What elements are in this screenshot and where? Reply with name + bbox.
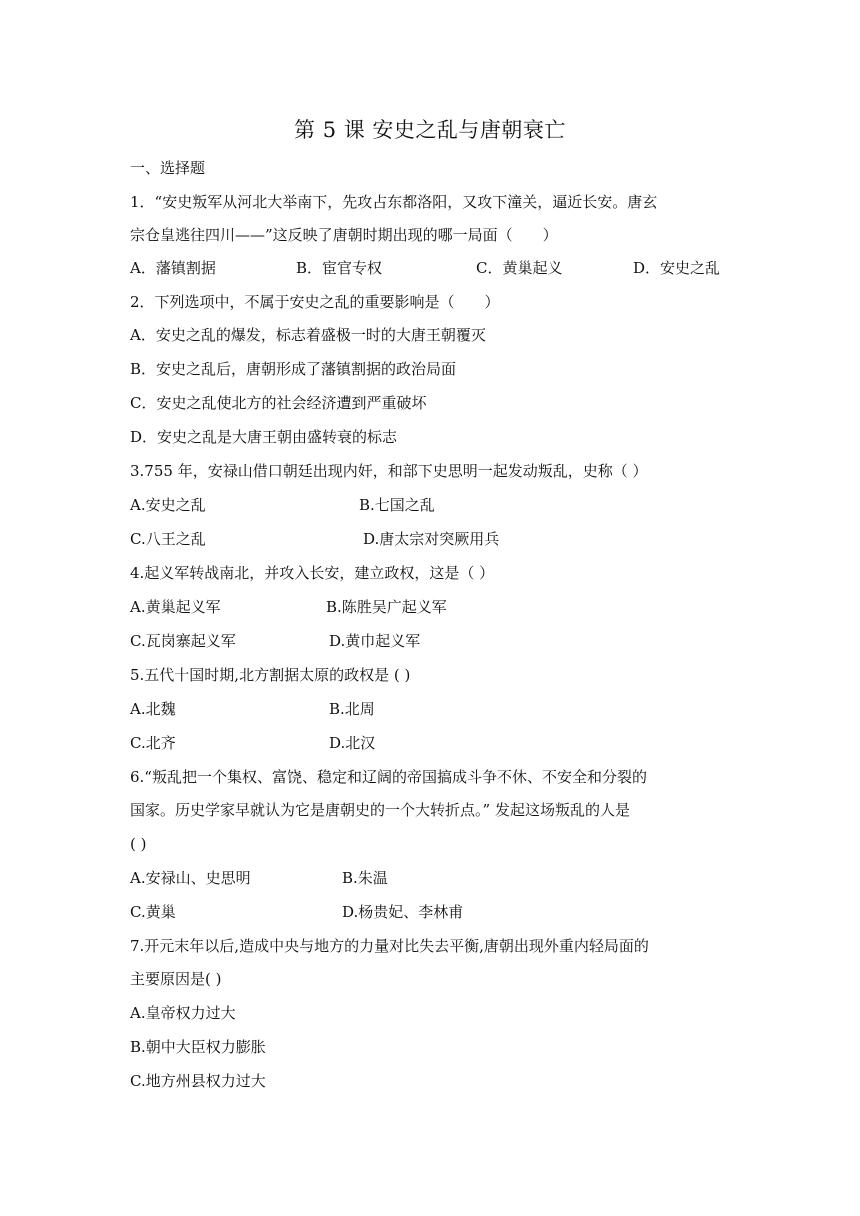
question-7-stem-line1: 7.开元末年以后,造成中央与地方的力量对比失去平衡,唐朝出现外重内轻局面的 [130, 937, 649, 955]
question-3-option-d: D.唐太宗对突厥用兵 [363, 530, 500, 548]
question-2-stem: 2．下列选项中，不属于安史之乱的重要影响是（ ） [130, 293, 500, 311]
section-heading: 一、选择题 [130, 159, 206, 177]
question-7-option-a: A.皇帝权力过大 [130, 1004, 236, 1022]
question-6-options-row2 [130, 902, 730, 922]
question-4-option-a: A.黄巢起义军 [130, 598, 221, 616]
question-5-options-row1 [130, 699, 730, 719]
question-1-stem-line2: 宗仓皇逃往四川——”这反映了唐朝时期出现的哪一局面（ ） [130, 226, 558, 244]
question-5-option-c: C.北齐 [130, 734, 176, 752]
question-7-stem-line2: 主要原因是( ) [130, 970, 222, 988]
question-6-stem-line3: ( ) [130, 835, 147, 853]
question-2-option-b: B．安史之乱后，唐朝形成了藩镇割据的政治局面 [130, 360, 457, 378]
question-3-options-row2 [130, 529, 730, 549]
question-3-stem: 3.755 年，安禄山借口朝廷出现内奸，和部下史思明一起发动叛乱，史称（ ） [130, 462, 648, 480]
question-4-options-row2 [130, 631, 730, 651]
question-1-option-d: D．安史之乱 [633, 259, 721, 277]
question-6-options-row1 [130, 868, 730, 888]
question-5-option-d: D.北汉 [329, 734, 376, 752]
question-1-option-a: A．藩镇割据 [130, 259, 216, 277]
question-3-option-b: B.七国之乱 [359, 496, 435, 514]
question-4-stem: 4.起义军转战南北，并攻入长安，建立政权，这是（ ） [130, 564, 495, 582]
question-4-option-d: D.黄巾起义军 [329, 632, 421, 650]
question-3-option-c: C.八王之乱 [130, 530, 206, 548]
question-1-options [130, 258, 730, 278]
question-1-option-b: B．宦官专权 [296, 259, 383, 277]
question-6-option-c: C.黄巢 [130, 903, 176, 921]
question-6-stem-line2: 国家。历史学家早就认为它是唐朝史的一个大转折点。” 发起这场叛乱的人是 [130, 801, 630, 819]
page-title: 第 5 课 安史之乱与唐朝衰亡 [294, 118, 566, 142]
question-6-option-a: A.安禄山、史思明 [130, 869, 251, 887]
question-5-stem: 5.五代十国时期,北方割据太原的政权是 ( ) [130, 666, 411, 684]
question-6-stem-line1: 6.“叛乱把一个集权、富饶、稳定和辽阔的帝国搞成斗争不休、不安全和分裂的 [130, 768, 647, 786]
question-5-option-b: B.北周 [329, 700, 375, 718]
question-5-options-row2 [130, 733, 730, 753]
question-4-option-c: C.瓦岗寨起义军 [130, 632, 236, 650]
question-3-option-a: A.安史之乱 [130, 496, 206, 514]
question-7-option-c: C.地方州县权力过大 [130, 1072, 266, 1090]
question-3-options-row1 [130, 495, 730, 515]
question-4-option-b: B.陈胜吴广起义军 [326, 598, 447, 616]
question-5-option-a: A.北魏 [130, 700, 176, 718]
question-4-options-row1 [130, 597, 730, 617]
question-7-option-b: B.朝中大臣权力膨胀 [130, 1038, 266, 1056]
question-6-option-d: D.杨贵妃、李林甫 [342, 903, 464, 921]
question-1-stem-line1: 1．“安史叛军从河北大举南下，先攻占东都洛阳，又攻下潼关，逼近长安。唐玄 [130, 193, 658, 211]
question-2-option-d: D．安史之乱是大唐王朝由盛转衰的标志 [130, 428, 398, 446]
question-6-option-b: B.朱温 [342, 869, 388, 887]
question-2-option-c: C．安史之乱使北方的社会经济遭到严重破坏 [130, 394, 427, 412]
question-1-option-c: C．黄巢起义 [476, 259, 563, 277]
question-2-option-a: A．安史之乱的爆发，标志着盛极一时的大唐王朝覆灭 [130, 326, 486, 344]
